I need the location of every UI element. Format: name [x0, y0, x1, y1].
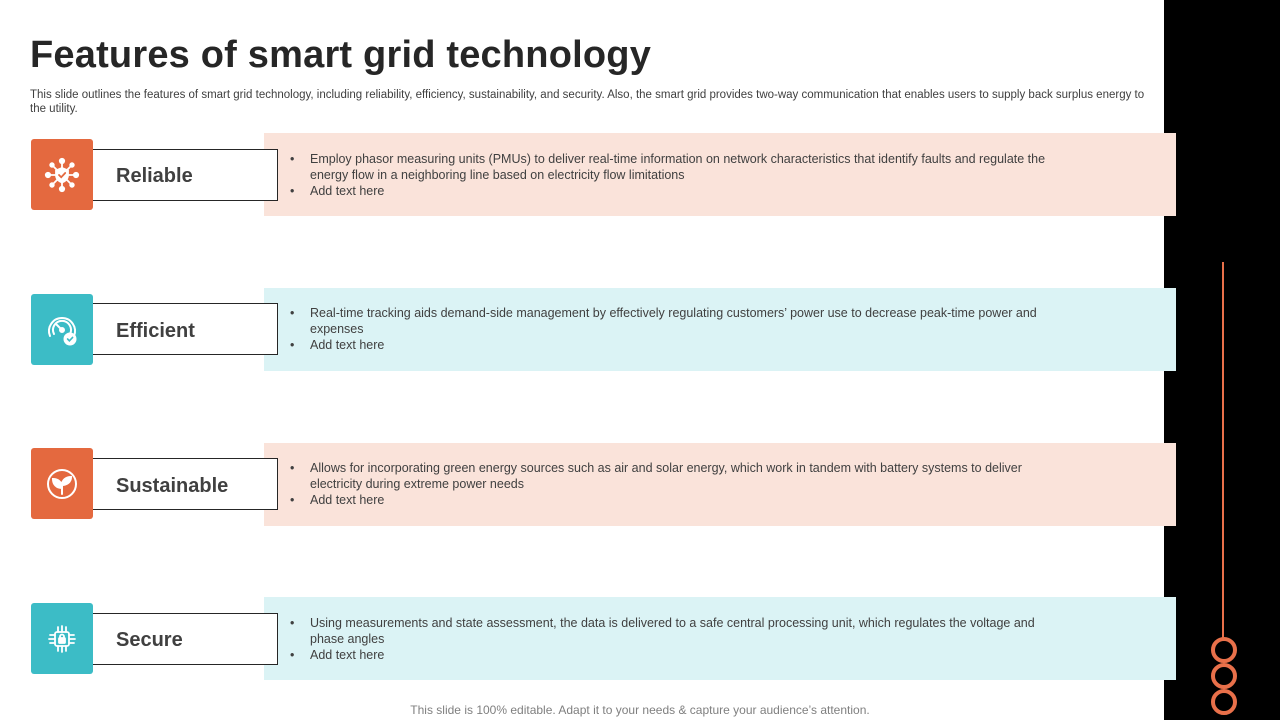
- security-chip-icon: [31, 603, 93, 674]
- gauge-check-icon: [31, 294, 93, 365]
- ring-1-icon: [1211, 637, 1237, 663]
- page-title: Features of smart grid technology: [30, 34, 652, 76]
- bullet-item: • Add text here: [290, 492, 1060, 508]
- bullet-item: • Add text here: [290, 647, 1060, 663]
- feature-bullets-secure: [290, 615, 1060, 663]
- feature-label-reliable: Reliable: [116, 165, 193, 187]
- bullet-item: • Employ phasor measuring units (PMUs) to deliver real-time information on network characteristics that identify faults and regulate the energy flow in a neighboring line based on electricity flow limitations: [290, 151, 1060, 183]
- ring-2-icon: [1211, 663, 1237, 689]
- bullet-item: • Using measurements and state assessment, the data is delivered to a safe central processing unit, which regulates the voltage and phase angles: [290, 615, 1060, 647]
- network-shield-icon: [31, 139, 93, 210]
- leaf-globe-icon: [31, 448, 93, 519]
- bullet-item: • Add text here: [290, 183, 1060, 199]
- feature-label-efficient: Efficient: [116, 320, 195, 342]
- feature-bullets-efficient: [290, 305, 1060, 353]
- bullet-item: • Add text here: [290, 337, 1060, 353]
- feature-bullets-sustainable: [290, 460, 1060, 508]
- feature-bullets-reliable: [290, 151, 1060, 199]
- accent-line: [1222, 262, 1224, 642]
- page-subtitle: This slide outlines the features of smart grid technology, including reliability, efficiency, sustainability, and security. Also, the smart grid provides two-way communication that enables users to supply back surplus energy to the utility.: [30, 89, 1145, 115]
- bullet-item: • Real-time tracking aids demand-side management by effectively regulating customers’ power use to decrease peak-time power and expenses: [290, 305, 1060, 337]
- bullet-item: • Allows for incorporating green energy sources such as air and solar energy, which work in tandem with battery systems to deliver electricity during extreme power needs: [290, 460, 1060, 492]
- feature-label-sustainable: Sustainable: [116, 475, 229, 497]
- footer-note: This slide is 100% editable. Adapt it to your needs & capture your audience’s attention.: [410, 703, 870, 717]
- feature-label-secure: Secure: [116, 629, 183, 651]
